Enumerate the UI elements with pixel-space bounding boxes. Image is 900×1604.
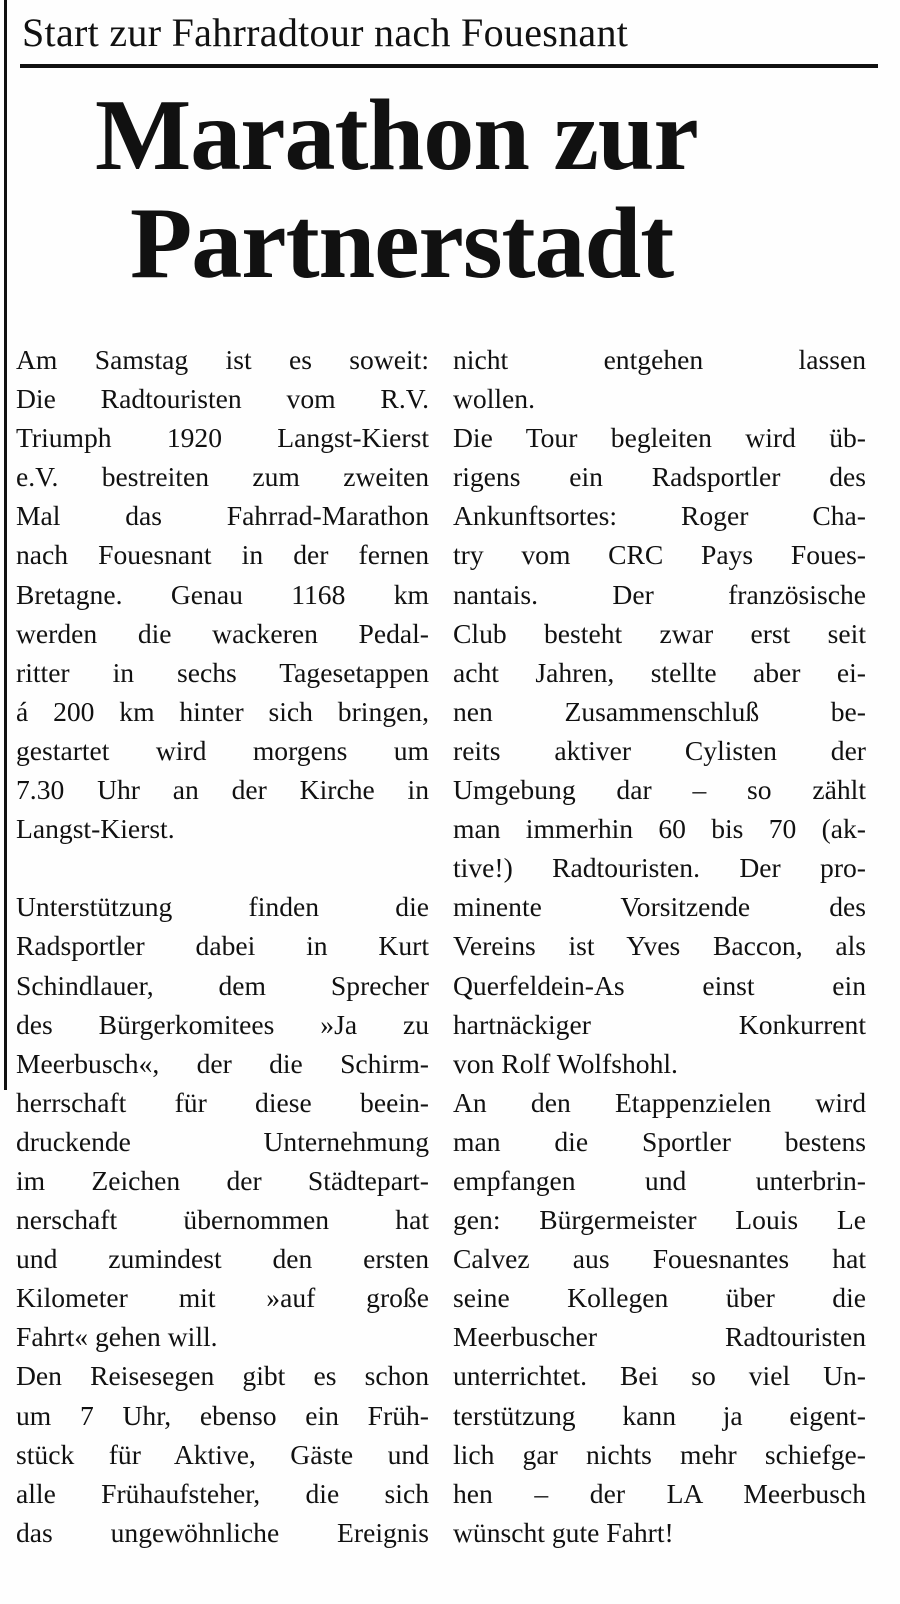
text-line: ritter in sechs Tagesetappen xyxy=(16,656,429,688)
text-line: Meerbuscher Radtouristen xyxy=(453,1321,866,1353)
column-rule xyxy=(4,0,7,1090)
text-line: Club besteht zwar erst seit xyxy=(453,617,866,649)
text-line: hartnäckiger Konkurrent xyxy=(453,1008,866,1040)
text-line: gen: Bürgermeister Louis Le xyxy=(453,1204,866,1236)
text-line: druckende Unternehmung xyxy=(16,1125,429,1157)
text-line: e.V. bestreiten zum zweiten xyxy=(16,461,429,493)
text-line: unterrichtet. Bei so viel Un- xyxy=(453,1360,866,1392)
text-line: Calvez aus Fouesnantes hat xyxy=(453,1243,866,1275)
text-line: Bretagne. Genau 1168 km xyxy=(16,578,429,610)
text-line: try vom CRC Pays Foues- xyxy=(453,539,866,571)
text-line: 7.30 Uhr an der Kirche in xyxy=(16,774,429,806)
text-line: empfangen und unterbrin- xyxy=(453,1164,866,1196)
text-line: Die Radtouristen vom R.V. xyxy=(16,383,429,415)
text-line: terstützung kann ja eigent- xyxy=(453,1399,866,1431)
text-line: rigens ein Radsportler des xyxy=(453,461,866,493)
text-line: Triumph 1920 Langst-Kierst xyxy=(16,422,429,454)
text-line: man immerhin 60 bis 70 (ak- xyxy=(453,813,866,845)
text-line: das ungewöhnliche Ereignis xyxy=(16,1516,429,1548)
text-line: nicht entgehen lassen xyxy=(453,344,866,375)
text-line: Vereins ist Yves Baccon, als xyxy=(453,930,866,962)
right-paragraph-2 xyxy=(453,418,866,1083)
text-line: Mal das Fahrrad-Marathon xyxy=(16,500,429,532)
headline-line-1: Marathon zur xyxy=(95,79,698,192)
text-line: Querfeldein-As einst ein xyxy=(453,969,866,1001)
text-line: hen – der LA Meerbusch xyxy=(453,1477,866,1509)
text-line: gestartet wird morgens um xyxy=(16,734,429,766)
text-line: Am Samstag ist es soweit: xyxy=(16,344,429,375)
text-line: reits aktiver Cylisten der xyxy=(453,734,866,766)
text-line: Den Reisesegen gibt es schon xyxy=(16,1360,429,1392)
text-line: Die Tour begleiten wird üb- xyxy=(453,422,866,454)
text-line: nen Zusammenschluß be- xyxy=(453,695,866,727)
headline xyxy=(95,79,835,300)
text-line: tive!) Radtouristen. Der pro- xyxy=(453,852,866,884)
right-column xyxy=(453,340,866,1552)
text-line: nach Fouesnant in der fernen xyxy=(16,539,429,571)
text-line: Schindlauer, dem Sprecher xyxy=(16,969,429,1001)
text-line: stück für Aktive, Gäste und xyxy=(16,1438,429,1470)
right-paragraph-1 xyxy=(453,340,866,418)
text-line: und zumindest den ersten xyxy=(16,1243,429,1275)
text-line: wollen. xyxy=(453,383,535,415)
text-line: man die Sportler bestens xyxy=(453,1125,866,1157)
text-line: werden die wackeren Pedal- xyxy=(16,617,429,649)
text-line: Umgebung dar – so zählt xyxy=(453,774,866,806)
text-line: Langst-Kierst. xyxy=(16,813,175,845)
text-line: im Zeichen der Städtepart- xyxy=(16,1164,429,1196)
text-line: acht Jahren, stellte aber ei- xyxy=(453,656,866,688)
kicker-line: Start zur Fahrradtour nach Fouesnant xyxy=(22,10,629,55)
text-line: Kilometer mit »auf große xyxy=(16,1282,429,1314)
text-line: nerschaft übernommen hat xyxy=(16,1204,429,1236)
paragraph-gap xyxy=(16,848,429,887)
text-line: seine Kollegen über die xyxy=(453,1282,866,1314)
text-line: herrschaft für diese beein- xyxy=(16,1086,429,1118)
text-line: Meerbusch«, der die Schirm- xyxy=(16,1047,429,1079)
text-line: Unterstützung finden die xyxy=(16,891,429,923)
text-line: alle Frühaufsteher, die sich xyxy=(16,1477,429,1509)
text-line: An den Etappenzielen wird xyxy=(453,1086,866,1118)
left-paragraph-1 xyxy=(16,340,429,848)
text-line: nantais. Der französische xyxy=(453,578,866,610)
text-line: um 7 Uhr, ebenso ein Früh- xyxy=(16,1399,429,1431)
text-line: von Rolf Wolfshohl. xyxy=(453,1047,678,1079)
left-column xyxy=(16,340,429,1552)
kicker-divider xyxy=(20,64,878,68)
text-line: minente Vorsitzende des xyxy=(453,891,866,923)
text-line: á 200 km hinter sich bringen, xyxy=(16,695,429,727)
text-line: lich gar nichts mehr schiefge- xyxy=(453,1438,866,1470)
text-line: wünscht gute Fahrt! xyxy=(453,1516,674,1548)
text-line: Radsportler dabei in Kurt xyxy=(16,930,429,962)
right-paragraph-3 xyxy=(453,1083,866,1552)
headline-line-2: Partnerstadt xyxy=(130,187,674,300)
text-line: des Bürgerkomitees »Ja zu xyxy=(16,1008,429,1040)
text-line: Fahrt« gehen will. xyxy=(16,1321,218,1353)
left-paragraph-2 xyxy=(16,887,429,1356)
left-paragraph-3 xyxy=(16,1356,429,1551)
text-line: Ankunftsortes: Roger Cha- xyxy=(453,500,866,532)
